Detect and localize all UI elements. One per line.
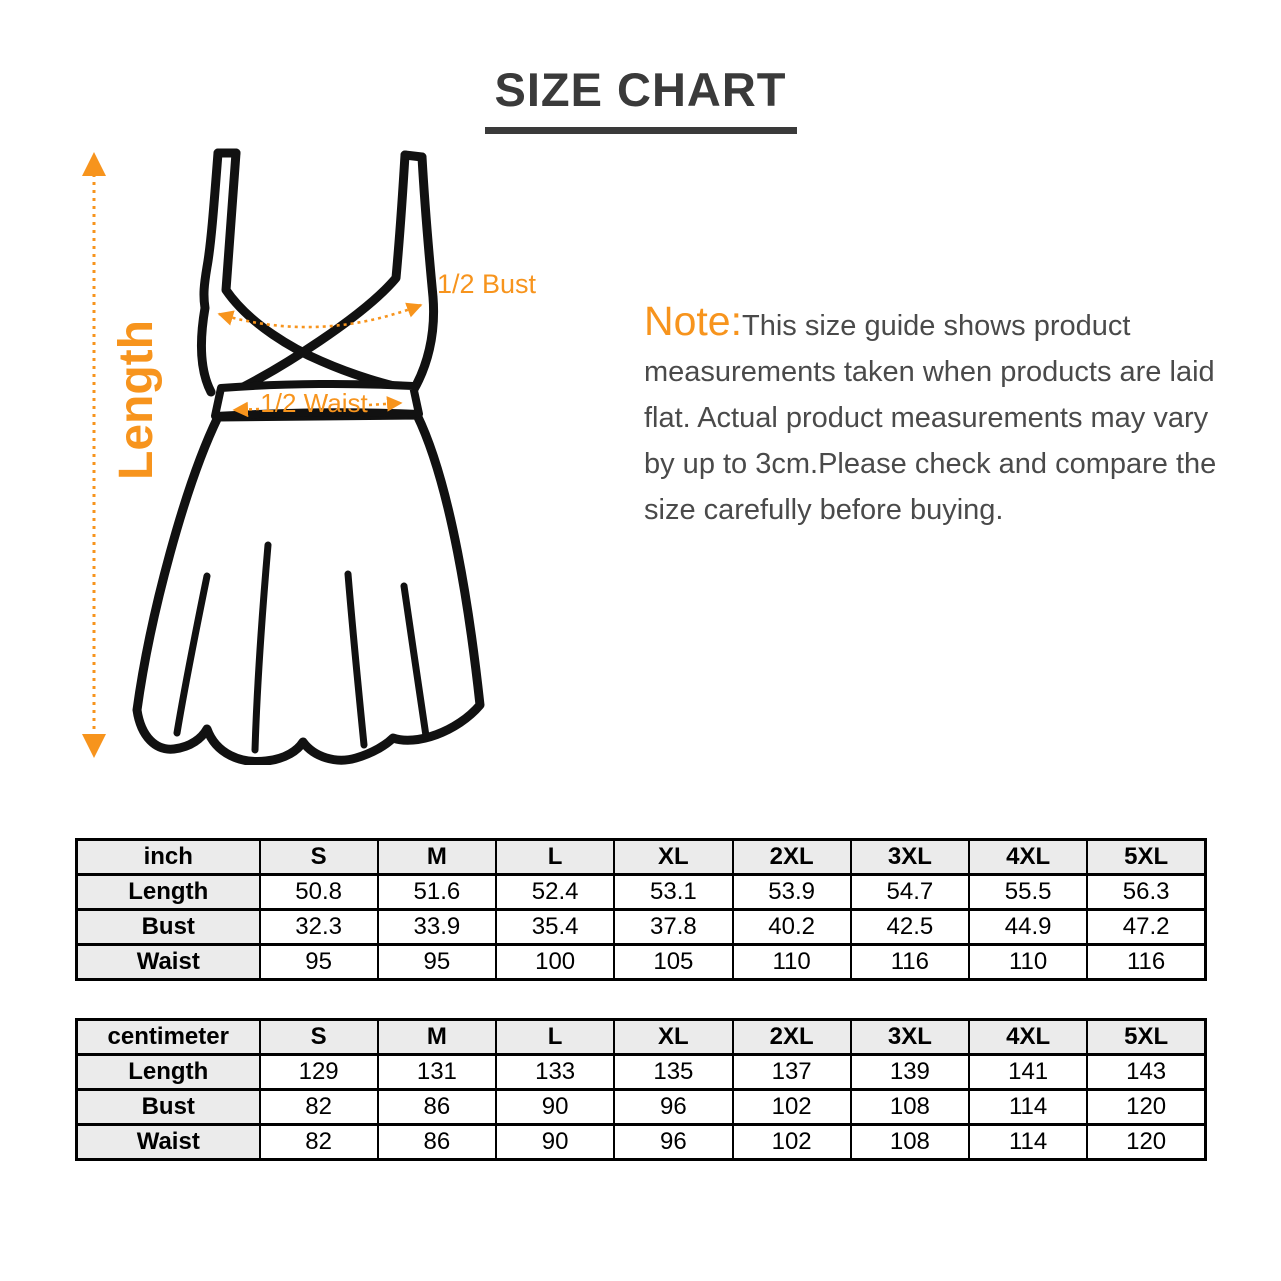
table-row <box>77 1125 1206 1160</box>
size-header-cell: XL <box>614 840 732 875</box>
size-header-cell: M <box>378 840 496 875</box>
measurement-value-cell: 37.8 <box>614 910 732 945</box>
measurement-value-cell: 33.9 <box>378 910 496 945</box>
size-header-cell: L <box>496 1020 614 1055</box>
table-header-row <box>77 840 1206 875</box>
measurement-label-cell: Length <box>77 875 260 910</box>
size-header-cell: 3XL <box>851 1020 969 1055</box>
measurement-value-cell: 110 <box>969 945 1087 980</box>
measurement-value-cell: 82 <box>260 1090 378 1125</box>
size-header-cell: S <box>260 1020 378 1055</box>
measurement-value-cell: 86 <box>378 1090 496 1125</box>
measurement-value-cell: 40.2 <box>733 910 851 945</box>
dress-measurement-diagram <box>55 145 585 765</box>
measurement-value-cell: 42.5 <box>851 910 969 945</box>
size-header-cell: 2XL <box>733 840 851 875</box>
size-header-cell: M <box>378 1020 496 1055</box>
measurement-label-cell: Bust <box>77 1090 260 1125</box>
measurement-value-cell: 54.7 <box>851 875 969 910</box>
measurement-value-cell: 141 <box>969 1055 1087 1090</box>
length-arrow-icon <box>82 152 106 758</box>
measurement-value-cell: 96 <box>614 1090 732 1125</box>
measurement-value-cell: 105 <box>614 945 732 980</box>
measurement-value-cell: 110 <box>733 945 851 980</box>
unit-header-cell: centimeter <box>77 1020 260 1055</box>
size-header-cell: L <box>496 840 614 875</box>
note-heading: Note: <box>644 298 742 344</box>
measurement-value-cell: 90 <box>496 1125 614 1160</box>
half-waist-label: 1/2 Waist <box>260 388 368 418</box>
note-body: This size guide shows product measurements taken when products are laid flat. Actual product measurements may vary by up to 3cm.Please check and compare the size carefully before buying. <box>644 310 1217 526</box>
measurement-value-cell: 53.1 <box>614 875 732 910</box>
measurement-value-cell: 44.9 <box>969 910 1087 945</box>
measurement-value-cell: 120 <box>1087 1090 1205 1125</box>
measurement-value-cell: 90 <box>496 1090 614 1125</box>
size-header-cell: 5XL <box>1087 1020 1205 1055</box>
measurement-value-cell: 116 <box>1087 945 1205 980</box>
length-label: Length <box>110 320 163 480</box>
measurement-value-cell: 32.3 <box>260 910 378 945</box>
half-bust-label: 1/2 Bust <box>437 269 537 299</box>
measurement-value-cell: 96 <box>614 1125 732 1160</box>
measurement-value-cell: 35.4 <box>496 910 614 945</box>
measurement-label-cell: Length <box>77 1055 260 1090</box>
measurement-value-cell: 95 <box>378 945 496 980</box>
size-header-cell: 4XL <box>969 840 1087 875</box>
note-paragraph <box>644 298 1240 533</box>
measurement-value-cell: 56.3 <box>1087 875 1205 910</box>
measurement-value-cell: 133 <box>496 1055 614 1090</box>
measurement-value-cell: 52.4 <box>496 875 614 910</box>
measurement-value-cell: 116 <box>851 945 969 980</box>
measurement-value-cell: 108 <box>851 1090 969 1125</box>
dress-bodice <box>201 153 433 395</box>
measurement-value-cell: 102 <box>733 1090 851 1125</box>
measurement-value-cell: 129 <box>260 1055 378 1090</box>
page-title: SIZE CHART <box>485 62 797 134</box>
size-header-cell: 2XL <box>733 1020 851 1055</box>
measurement-label-cell: Waist <box>77 1125 260 1160</box>
unit-header-cell: inch <box>77 840 260 875</box>
measurement-value-cell: 50.8 <box>260 875 378 910</box>
size-header-cell: 3XL <box>851 840 969 875</box>
measurement-value-cell: 95 <box>260 945 378 980</box>
measurement-value-cell: 100 <box>496 945 614 980</box>
measurement-value-cell: 120 <box>1087 1125 1205 1160</box>
size-table-centimeter <box>75 1018 1207 1161</box>
size-table-inch <box>75 838 1207 981</box>
measurement-value-cell: 135 <box>614 1055 732 1090</box>
measurement-value-cell: 139 <box>851 1055 969 1090</box>
table-row <box>77 910 1206 945</box>
table-row <box>77 945 1206 980</box>
measurement-value-cell: 47.2 <box>1087 910 1205 945</box>
measurement-label-cell: Bust <box>77 910 260 945</box>
measurement-value-cell: 143 <box>1087 1055 1205 1090</box>
measurement-value-cell: 86 <box>378 1125 496 1160</box>
measurement-label-cell: Waist <box>77 945 260 980</box>
measurement-value-cell: 51.6 <box>378 875 496 910</box>
table-row <box>77 875 1206 910</box>
measurement-value-cell: 108 <box>851 1125 969 1160</box>
measurement-value-cell: 102 <box>733 1125 851 1160</box>
measurement-value-cell: 55.5 <box>969 875 1087 910</box>
table-header-row <box>77 1020 1206 1055</box>
measurement-value-cell: 114 <box>969 1090 1087 1125</box>
measurement-value-cell: 53.9 <box>733 875 851 910</box>
measurement-value-cell: 137 <box>733 1055 851 1090</box>
table-row <box>77 1055 1206 1090</box>
size-header-cell: 5XL <box>1087 840 1205 875</box>
measurement-value-cell: 131 <box>378 1055 496 1090</box>
size-header-cell: S <box>260 840 378 875</box>
size-header-cell: 4XL <box>969 1020 1087 1055</box>
dress-skirt <box>137 415 480 762</box>
table-row <box>77 1090 1206 1125</box>
title-block <box>0 62 1281 134</box>
size-header-cell: XL <box>614 1020 732 1055</box>
measurement-value-cell: 82 <box>260 1125 378 1160</box>
measurement-value-cell: 114 <box>969 1125 1087 1160</box>
